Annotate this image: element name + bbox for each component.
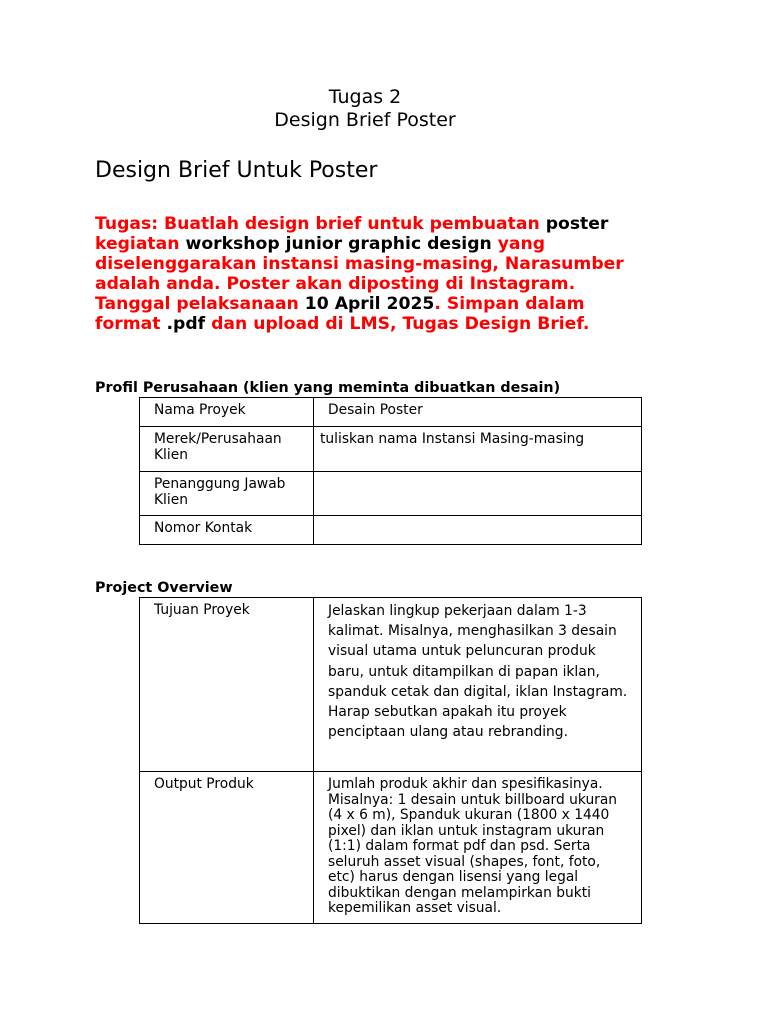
table-row xyxy=(140,516,642,545)
task-segment: kegiatan xyxy=(95,234,186,254)
merek-klien-label: Merek/Perusahaan Klien xyxy=(154,431,282,463)
document-title xyxy=(0,86,730,132)
tujuan-proyek-label: Tujuan Proyek xyxy=(154,602,250,618)
task-instructions xyxy=(95,214,655,334)
table-key-cell xyxy=(140,598,314,772)
title-line-2: Design Brief Poster xyxy=(274,109,456,131)
merek-klien-value: tuliskan nama Instansi Masing-masing xyxy=(320,431,585,447)
task-segment: workshop junior graphic design xyxy=(185,234,498,254)
overview-table xyxy=(139,597,642,924)
table-value-cell xyxy=(314,398,642,427)
task-segment: poster xyxy=(545,214,609,234)
table-key-cell xyxy=(140,772,314,924)
table-row xyxy=(140,472,642,516)
table-value-cell xyxy=(314,516,642,545)
output-produk-value: Jumlah produk akhir dan spesifikasinya. Misalnya: 1 desain untuk billboard ukuran (4 x 6 m), Spanduk ukuran (1800 x 1440 pixel) dan iklan untuk instagram ukuran (1:1) dalam format pdf dan psd. Serta seluruh asset visual (shapes, font, foto, etc) harus dengan lisensi yang legal dibuktikan dengan melampirkan bukti kepemilikan asset visual. xyxy=(328,776,618,916)
table-row xyxy=(140,598,642,772)
table-key-cell xyxy=(140,472,314,516)
task-segment: 10 April 2025 xyxy=(304,294,435,314)
nomor-kontak-value xyxy=(314,516,641,521)
task-segment: .pdf xyxy=(166,314,212,334)
table-row xyxy=(140,427,642,472)
tujuan-proyek-value: Jelaskan lingkup pekerjaan dalam 1-3 kalimat. Misalnya, menghasilkan 3 desain visual utama untuk peluncuran produk baru, untuk ditampilkan di papan iklan, spanduk cetak dan digital, iklan Instagram. Harap sebutkan apakah itu proyek penciptaan ulang atau rebranding. xyxy=(328,603,628,741)
penanggung-jawab-value xyxy=(314,472,641,477)
title-line-1: Tugas 2 xyxy=(328,86,402,108)
penanggung-jawab-label: Penanggung Jawab Klien xyxy=(154,476,286,508)
table-key-cell xyxy=(140,516,314,545)
task-segment: yang diselenggarakan instansi masing-masing, Narasumber adalah anda. Poster akan diposting di Instagram. Tanggal pelaksanaan xyxy=(95,234,624,314)
table-value-cell xyxy=(314,598,642,772)
nomor-kontak-label: Nomor Kontak xyxy=(154,520,253,536)
table-value-cell xyxy=(314,772,642,924)
nama-proyek-label: Nama Proyek xyxy=(154,402,246,418)
overview-section-label: Project Overview xyxy=(95,580,233,596)
task-segment: dan upload di LMS, Tugas Design Brief. xyxy=(211,314,590,334)
section-heading: Design Brief Untuk Poster xyxy=(95,158,378,183)
table-row xyxy=(140,772,642,924)
task-segment: . Simpan dalam format xyxy=(95,294,585,334)
table-value-cell xyxy=(314,427,642,472)
profile-section-label: Profil Perusahaan (klien yang meminta dibuatkan desain) xyxy=(95,380,561,396)
table-key-cell xyxy=(140,398,314,427)
task-segment: Tugas: Buatlah design brief untuk pembuatan xyxy=(95,214,546,234)
profile-table xyxy=(139,397,642,545)
output-produk-label: Output Produk xyxy=(154,776,254,792)
table-key-cell xyxy=(140,427,314,472)
table-row xyxy=(140,398,642,427)
nama-proyek-value: Desain Poster xyxy=(328,402,423,418)
table-value-cell xyxy=(314,472,642,516)
